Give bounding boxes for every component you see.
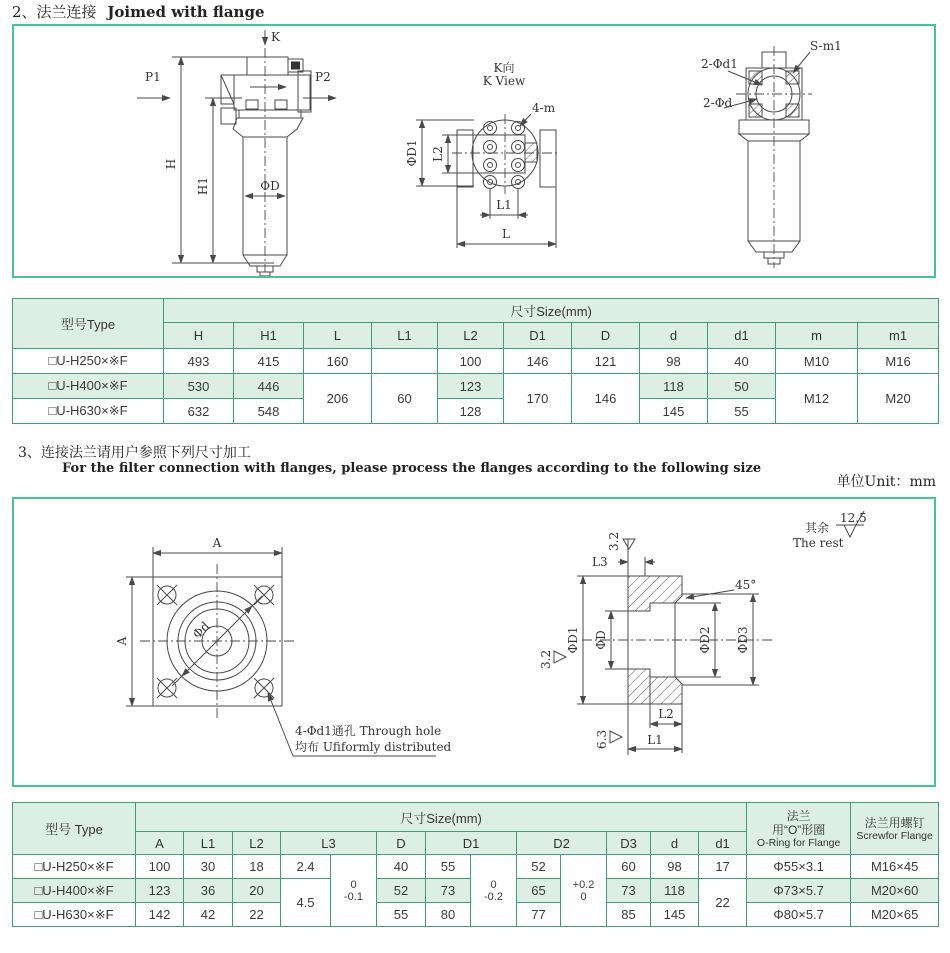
cell: 100 <box>438 349 504 374</box>
flange-machining-drawing <box>14 499 934 785</box>
cell: 100 <box>136 855 184 879</box>
cell: 55 <box>708 399 776 424</box>
cell: 145 <box>651 903 699 927</box>
cell: 52 <box>377 879 426 903</box>
cell-screw: M20×65 <box>851 903 939 927</box>
cell: 128 <box>438 399 504 424</box>
col-header: D <box>572 323 640 349</box>
cell: 146 <box>572 374 640 424</box>
cell-oring: Φ55×3.1 <box>747 855 851 879</box>
dim-label-phid1-sec: ΦD1 <box>566 626 580 654</box>
col-header: d <box>640 323 708 349</box>
cell: 42 <box>184 903 233 927</box>
dim-label-phid2: ΦD2 <box>698 626 712 654</box>
cell: 73 <box>607 879 651 903</box>
col-header: L1 <box>372 323 438 349</box>
cell-type: □U-H630×※F <box>13 903 136 927</box>
screw-header-en: Screwfor Flange <box>856 829 933 842</box>
port-label-p2: P2 <box>315 70 331 84</box>
dim-label-l1-sec: L1 <box>647 733 663 747</box>
cell <box>372 349 438 374</box>
tolerance-lower: -0.1 <box>344 890 363 903</box>
col-header: L2 <box>233 832 281 855</box>
section3-heading-en: For the filter connection with flanges, please process the flanges according to the following size <box>62 461 762 476</box>
section2-heading-zh: 2、法兰连接 <box>12 3 97 21</box>
cell: 22 <box>233 903 281 927</box>
oring-header-en: O-Ring for Flange <box>756 836 841 849</box>
dim-label-phid1: ΦD1 <box>405 139 419 167</box>
roughness-32-top: 3.2 <box>607 531 621 551</box>
col-header: H <box>164 323 234 349</box>
cell: 548 <box>234 399 304 424</box>
col-header: d <box>651 832 699 855</box>
dim-label-l1: L1 <box>496 198 512 212</box>
tolerance-upper: 0 <box>350 878 357 891</box>
cell-type: □U-H400×※F <box>13 374 164 399</box>
cell: 50 <box>708 374 776 399</box>
cell: 22 <box>699 879 747 927</box>
dim-label-a-left: A <box>115 636 129 646</box>
cell: 415 <box>234 349 304 374</box>
cell: 20 <box>233 879 281 903</box>
port-label-p1: P1 <box>145 70 161 84</box>
kview-title-en: K View <box>482 74 526 88</box>
cell: 2.4 <box>281 855 331 879</box>
cell: 52 <box>517 855 561 879</box>
callout-sm1: S-m1 <box>810 39 842 53</box>
col-header: L3 <box>281 832 377 855</box>
cell: 98 <box>640 349 708 374</box>
cell: 118 <box>651 879 699 903</box>
table-row <box>13 855 939 879</box>
dim-label-h1: H1 <box>196 176 210 196</box>
col-header: L <box>304 323 372 349</box>
col-header: D <box>377 832 426 855</box>
col-header-type: 型号Type <box>13 299 164 349</box>
cell: 77 <box>517 903 561 927</box>
callout-4m: 4-m <box>532 101 556 115</box>
cell-tolerance <box>471 855 517 927</box>
cell: 160 <box>304 349 372 374</box>
col-header: D3 <box>607 832 651 855</box>
cell: 145 <box>640 399 708 424</box>
cell: 4.5 <box>281 879 331 927</box>
roughness-32-left: 3.2 <box>539 649 553 669</box>
cell: 73 <box>426 879 471 903</box>
cell: 170 <box>504 374 572 424</box>
cell: 36 <box>184 879 233 903</box>
col-header-size: 尺寸Size(mm) <box>136 803 747 832</box>
cell: 55 <box>426 855 471 879</box>
kview-title-zh: K向 <box>493 61 515 75</box>
cell-oring: Φ80×5.7 <box>747 903 851 927</box>
rest-label-en: The rest <box>793 536 844 550</box>
col-header-screw <box>851 803 939 855</box>
machining-dimension-table <box>12 802 939 927</box>
cell: 80 <box>426 903 471 927</box>
dim-label-l: L <box>502 227 510 241</box>
oring-header-zh2: 用“O”形圈 <box>771 822 826 837</box>
cell-type: □U-H250×※F <box>13 855 136 879</box>
cell: 65 <box>517 879 561 903</box>
cell-type: □U-H630×※F <box>13 399 164 424</box>
cell: 17 <box>699 855 747 879</box>
section2-heading-en: Joimed with flange <box>107 3 265 21</box>
cell: 60 <box>372 374 438 424</box>
cell: 142 <box>136 903 184 927</box>
cell-tolerance <box>561 855 607 927</box>
kview-bolt-holes <box>484 122 525 189</box>
col-header: d1 <box>708 323 776 349</box>
col-header: A <box>136 832 184 855</box>
cell: 146 <box>504 349 572 374</box>
tolerance-lower: -0.2 <box>484 890 503 903</box>
dim-label-k: K <box>271 30 280 44</box>
screw-header-zh: 法兰用螺钉 <box>864 815 925 830</box>
cell-type: □U-H400×※F <box>13 879 136 903</box>
table-row <box>13 374 939 399</box>
unit-note <box>837 471 936 491</box>
dim-label-phid-face: Φd <box>190 619 213 642</box>
callout-2phid1: 2-Φd1 <box>701 57 738 71</box>
col-header: L2 <box>438 323 504 349</box>
cell: 18 <box>233 855 281 879</box>
section3-heading-zh: 3、连接法兰请用户参照下列尺寸加工 <box>18 445 251 461</box>
rest-label-zh: 其余 <box>805 521 830 535</box>
tolerance-upper: +0.2 <box>572 878 595 891</box>
cell: 55 <box>377 903 426 927</box>
cell: 206 <box>304 374 372 424</box>
cell: 123 <box>438 374 504 399</box>
col-header: m <box>776 323 858 349</box>
unit-note-value: mm <box>909 474 936 490</box>
col-header: D1 <box>504 323 572 349</box>
flange-machining-drawing-panel <box>12 497 936 787</box>
flange-cross-section <box>539 532 772 755</box>
table-header-row <box>13 803 939 832</box>
cell: 98 <box>651 855 699 879</box>
flange-dimension-table <box>12 298 939 424</box>
dim-label-phid: ΦD <box>260 179 280 193</box>
col-header-type: 型号 Type <box>13 803 136 855</box>
section2-heading <box>12 1 264 22</box>
rest-roughness-value: 12.5 <box>840 511 867 525</box>
table-row <box>13 349 939 374</box>
roughness-63: 6.3 <box>595 729 609 749</box>
rest-roughness-note <box>793 511 867 550</box>
cell: 85 <box>607 903 651 927</box>
dim-label-a-top: A <box>212 536 222 550</box>
cell: 40 <box>377 855 426 879</box>
callout-distributed: 均布 Ufiformly distributed <box>295 740 452 754</box>
cell: M10 <box>776 349 858 374</box>
col-header: m1 <box>858 323 939 349</box>
cell: M20 <box>858 374 939 424</box>
cell: 632 <box>164 399 234 424</box>
dim-label-h: H <box>164 158 178 170</box>
col-header: H1 <box>234 323 304 349</box>
flange-connection-drawing <box>14 26 934 276</box>
flange-face-view <box>115 536 452 756</box>
cell: 121 <box>572 349 640 374</box>
cell: 493 <box>164 349 234 374</box>
dim-label-phid3: ΦD3 <box>736 626 750 654</box>
tolerance-lower: 0 <box>580 890 587 903</box>
unit-note-label: 单位Unit： <box>836 474 910 490</box>
cell: 40 <box>708 349 776 374</box>
cell-type: □U-H250×※F <box>13 349 164 374</box>
col-header: L1 <box>184 832 233 855</box>
oring-header-zh1: 法兰 <box>786 808 811 823</box>
callout-throughhole: 4-Φd1通孔 Through hole <box>295 724 442 738</box>
cell: 530 <box>164 374 234 399</box>
k-view <box>405 61 560 248</box>
col-header-size: 尺寸Size(mm) <box>164 299 939 323</box>
cell: 30 <box>184 855 233 879</box>
cell: 446 <box>234 374 304 399</box>
table-header-row <box>13 299 939 323</box>
col-header: D2 <box>517 832 607 855</box>
cell: 123 <box>136 879 184 903</box>
cell-oring: Φ73×5.7 <box>747 879 851 903</box>
filter-top-view <box>701 39 842 268</box>
cell: 60 <box>607 855 651 879</box>
col-header: D1 <box>426 832 517 855</box>
col-header: d1 <box>699 832 747 855</box>
dim-label-l2-sec: L2 <box>658 707 674 721</box>
cell: M16 <box>858 349 939 374</box>
col-header-oring <box>747 803 851 855</box>
dim-label-45deg: 45° <box>735 578 757 592</box>
cell: 118 <box>640 374 708 399</box>
filter-front-view <box>137 30 336 276</box>
tolerance-upper: 0 <box>490 878 497 891</box>
dim-label-l3: L3 <box>592 555 608 569</box>
cell: M12 <box>776 374 858 424</box>
flange-connection-drawing-panel <box>12 24 936 278</box>
dim-label-phid-sec: ΦD <box>594 630 608 650</box>
cell-screw: M16×45 <box>851 855 939 879</box>
cell-screw: M20×60 <box>851 879 939 903</box>
dim-label-l2: L2 <box>431 146 445 162</box>
cell-tolerance <box>331 855 377 927</box>
callout-2phid: 2-Φd <box>703 96 733 110</box>
